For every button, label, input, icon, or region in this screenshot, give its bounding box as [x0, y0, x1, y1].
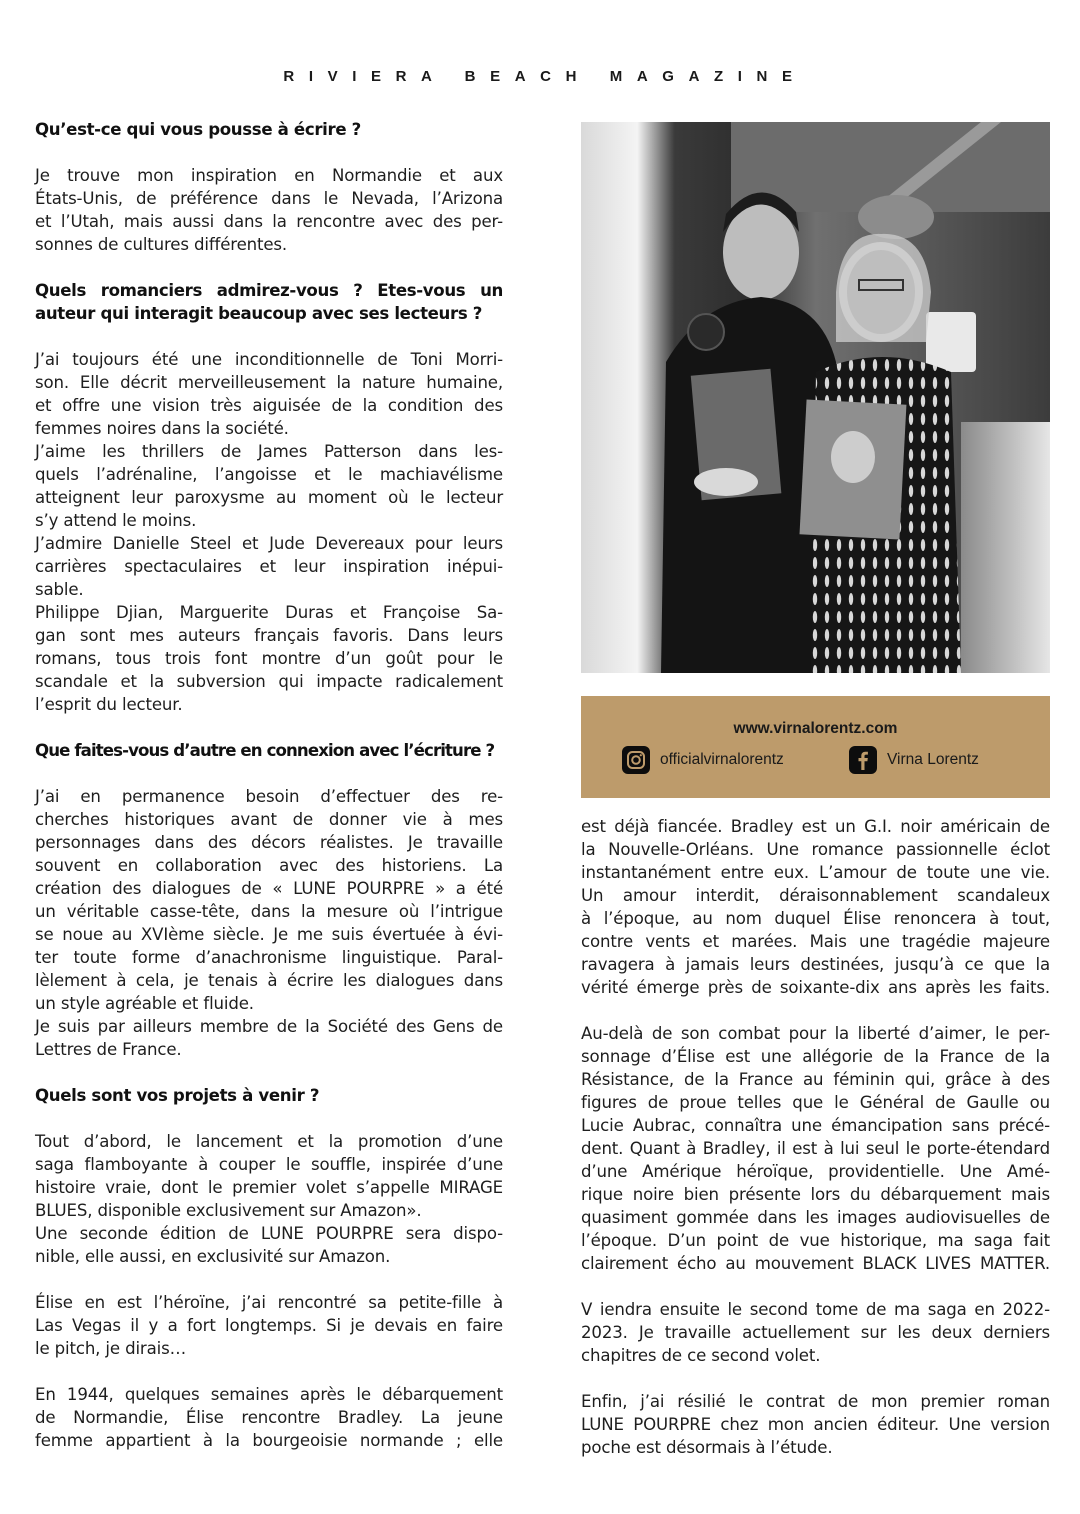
text-line: Résistance, de la France au féminin qui, grâce à des — [581, 1070, 1050, 1089]
text-line: LUNE POURPRE chez mon ancien éditeur. Une version — [581, 1415, 1050, 1434]
text-line: Une seconde édition de LUNE POURPRE sera dispo- — [35, 1224, 503, 1243]
story-paragraph — [581, 1390, 1050, 1459]
answer-paragraph — [35, 348, 503, 716]
instagram-link[interactable] — [622, 746, 784, 774]
text-line: Je suis par ailleurs membre de la Société des Gens de — [35, 1017, 503, 1036]
question-heading: Qu’est-ce qui vous pousse à écrire ? — [35, 120, 361, 139]
right-column — [581, 815, 1050, 1459]
question-heading — [35, 279, 503, 325]
text-line: sonnes de cultures différentes. — [35, 235, 288, 254]
text-line: femme appartient à la bourgeoisie normande ; elle — [35, 1431, 503, 1450]
magazine-masthead: RIVIERA BEACH MAGAZINE — [283, 68, 807, 85]
text-line: chapitres de ce second volet. — [581, 1346, 821, 1365]
text-line: carrières spectaculaires et leur inspiration inépui- — [35, 557, 503, 576]
text-line: scandale et la subversion qui impacte radicalement — [35, 672, 503, 691]
text-line: à l’époque, au nom duquel Élise renoncera à tout, — [581, 909, 1050, 928]
instagram-icon — [622, 746, 650, 774]
text-line: J’ai en permanence besoin d’effectuer des re- — [35, 787, 503, 806]
text-line: instantanément entre eux. L’amour de toute une vie. — [581, 863, 1050, 882]
text-line: cherches historiques avant de donner vie à mes — [35, 810, 503, 829]
text-line: dent. Quant à Bradley, il est à lui seul le porte-étendard — [581, 1139, 1050, 1158]
answer-paragraph — [35, 164, 503, 256]
text-line: histoire vraie, dont le premier volet s’appelle MIRAGE — [35, 1178, 503, 1197]
text-line: J’aime les thrillers de James Patterson dans les- — [35, 442, 503, 461]
facebook-link[interactable] — [849, 746, 979, 774]
text-line: et offre une vision très aiguisée de la condition des — [35, 396, 503, 415]
text-line: Au-delà de son combat pour la liberté d’aimer, le per- — [581, 1024, 1050, 1043]
left-column — [35, 118, 503, 1452]
text-line: ter toute forme d’anachronisme linguistique. Paral- — [35, 948, 503, 967]
text-line: et l’Utah, mais aussi dans la rencontre avec des per- — [35, 212, 503, 231]
question-heading: Quels sont vos projets à venir ? — [35, 1086, 320, 1105]
text-line: Je trouve mon inspiration en Normandie et aux — [35, 166, 503, 185]
text-line: Tout d’abord, le lancement et la promotion d’une — [35, 1132, 503, 1151]
author-photo — [581, 122, 1050, 673]
answer-paragraph — [35, 1291, 503, 1360]
text-line: personnages dans des décors réalistes. Je travaille — [35, 833, 503, 852]
text-line: saga flamboyante à couper le souffle, inspirée d’une — [35, 1155, 503, 1174]
question-heading: Que faites-vous d’autre en connexion avec l’écriture ? — [35, 741, 495, 760]
text-line: quasiment gommée dans les images audiovisuelles de — [581, 1208, 1050, 1227]
text-line: création des dialogues de « LUNE POURPRE » a été — [35, 879, 503, 898]
text-line: Quels romanciers admirez-vous ? Etes-vous un — [35, 281, 503, 300]
text-line: Enfin, j’ai résilié le contrat de mon premier roman — [581, 1392, 1050, 1411]
text-line: un véritable casse-tête, dans la mesure où l’intrigue — [35, 902, 503, 921]
answer-paragraph — [35, 1130, 503, 1268]
text-line: femmes noires dans la société. — [35, 419, 289, 438]
text-line: Philippe Djian, Marguerite Duras et Françoise Sa- — [35, 603, 503, 622]
text-line: d’une Amérique héroïque, providentielle. Une Amé- — [581, 1162, 1050, 1181]
text-line: Lucie Aubrac, connaîtra une émancipation sans précé- — [581, 1116, 1050, 1135]
text-line: vérité émerge près de soixante-dix ans après les faits. — [581, 978, 1050, 997]
text-line: atteignent leur paroxysme au moment où le lecteur — [35, 488, 503, 507]
text-line: BLUES, disponible exclusivement sur Amazon». — [35, 1201, 422, 1220]
text-line: poche est désormais à l’étude. — [581, 1438, 833, 1457]
answer-paragraph — [35, 785, 503, 1061]
text-line: Élise en est l’héroïne, j’ai rencontré sa petite-fille à — [35, 1293, 503, 1312]
text-line: quels l’adrénaline, l’angoisse et le machiavélisme — [35, 465, 503, 484]
text-line: V iendra ensuite le second tome de ma saga en 2022- — [581, 1300, 1050, 1319]
facebook-name: Virna Lorentz — [887, 751, 979, 768]
text-line: le pitch, je dirais… — [35, 1339, 187, 1358]
contact-band — [581, 696, 1050, 798]
text-line: la Nouvelle-Orléans. Une romance passionnelle éclot — [581, 840, 1050, 859]
text-line: gan sont mes auteurs français favoris. Dans leurs — [35, 626, 503, 645]
text-line: l’époque. D’un point de vue historique, ma saga fait — [581, 1231, 1050, 1250]
text-line: clairement écho au mouvement BLACK LIVES MATTER. — [581, 1254, 1050, 1273]
text-line: l’esprit du lecteur. — [35, 695, 183, 714]
text-line: J’ai toujours été une inconditionnelle de Toni Morri- — [35, 350, 503, 369]
facebook-icon — [849, 746, 877, 774]
text-line: auteur qui interagit beaucoup avec ses lecteurs ? — [35, 304, 483, 323]
text-line: romans, tous trois font montre d’un goût pour le — [35, 649, 503, 668]
text-line: s’y attend le moins. — [35, 511, 197, 530]
text-line: son. Elle décrit merveilleusement la nature humaine, — [35, 373, 503, 392]
text-line: souvent en collaboration avec des historiens. La — [35, 856, 503, 875]
instagram-handle: officialvirnalorentz — [660, 751, 784, 768]
story-paragraph — [581, 815, 1050, 999]
answer-paragraph — [35, 1383, 503, 1452]
text-line: sable. — [35, 580, 84, 599]
text-line: se noue au XVIème siècle. Je me suis évertuée à évi- — [35, 925, 503, 944]
text-line: ravagera à jamais leurs destinées, jusqu’à ce que la — [581, 955, 1050, 974]
story-paragraph — [581, 1298, 1050, 1367]
text-line: sonnage d’Élise est une allégorie de la France de la — [581, 1047, 1050, 1066]
text-line: En 1944, quelques semaines après le débarquement — [35, 1385, 503, 1404]
text-line: 2023. Je travaille actuellement sur les deux derniers — [581, 1323, 1050, 1342]
text-line: Lettres de France. — [35, 1040, 182, 1059]
text-line: lèlement à cela, je tenais à écrire les dialogues dans — [35, 971, 503, 990]
text-line: de Normandie, Élise rencontre Bradley. La jeune — [35, 1408, 503, 1427]
story-paragraph — [581, 1022, 1050, 1275]
text-line: J’admire Danielle Steel et Jude Devereaux pour leurs — [35, 534, 503, 553]
text-line: Las Vegas il y a fort longtemps. Si je devais en faire — [35, 1316, 503, 1335]
text-line: figures de proue telles que le Général de Gaulle ou — [581, 1093, 1050, 1112]
text-line: rique noire bien présente lors du débarquement mais — [581, 1185, 1050, 1204]
text-line: Un amour interdit, déraisonnablement scandaleux — [581, 886, 1050, 905]
text-line: nible, elle aussi, en exclusivité sur Amazon. — [35, 1247, 391, 1266]
text-line: est déjà fiancée. Bradley est un G.I. noir américain de — [581, 817, 1050, 836]
website-link[interactable]: www.virnalorentz.com — [733, 720, 898, 737]
text-line: contre vents et marées. Mais une tragédie majeure — [581, 932, 1050, 951]
text-line: un style agréable et fluide. — [35, 994, 254, 1013]
text-line: États-Unis, de préférence dans le Nevada, l’Arizona — [35, 189, 503, 208]
